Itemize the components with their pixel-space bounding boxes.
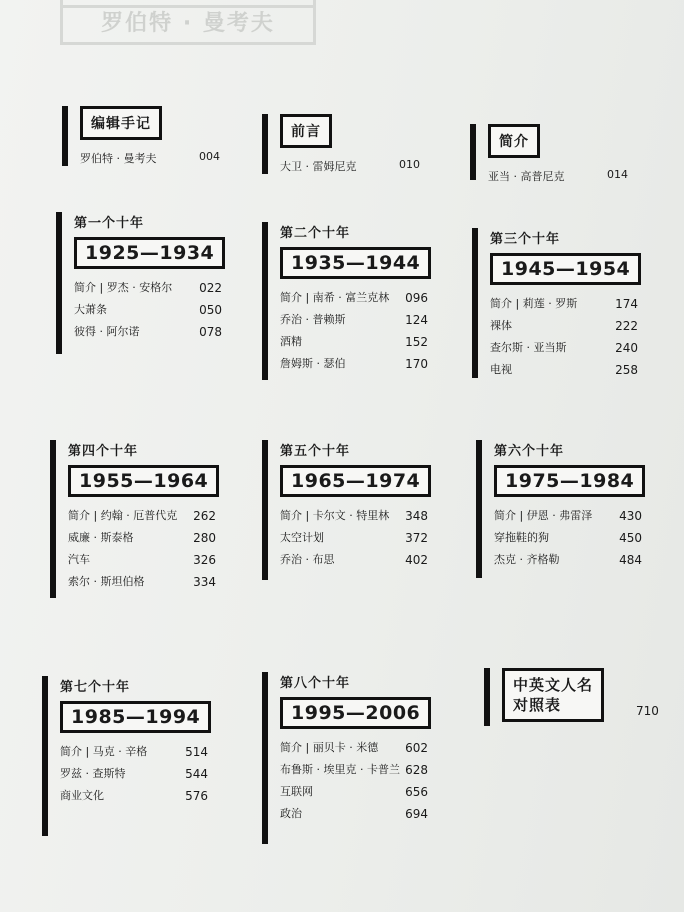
page-number: 014 <box>607 168 628 181</box>
page-number: 544 <box>185 767 208 781</box>
page-number: 258 <box>615 363 638 377</box>
page-number: 402 <box>405 553 428 567</box>
toc-entry[interactable] <box>490 293 638 315</box>
entry-title: 大萧条 <box>74 303 107 316</box>
names-index-line1: 中英文人名 <box>513 676 594 694</box>
intro-entry[interactable] <box>80 150 220 166</box>
year-range-box: 1925—1934 <box>74 237 225 269</box>
page-number: 334 <box>193 575 216 589</box>
toc-entry[interactable] <box>490 337 638 359</box>
page-number: 004 <box>199 150 220 163</box>
entry-title: 简介 | 伊恩 · 弗雷泽 <box>494 509 593 522</box>
toc-entry[interactable] <box>494 549 642 571</box>
page-number: 372 <box>405 531 428 545</box>
decade-label: 第四个十年 <box>68 444 139 459</box>
entry-title: 简介 | 罗杰 · 安格尔 <box>74 281 173 294</box>
year-range-box: 1965—1974 <box>280 465 431 497</box>
page-number: 124 <box>405 313 428 327</box>
entry-title: 彼得 · 阿尔诺 <box>74 325 140 338</box>
entry-title: 商业文化 <box>60 789 104 802</box>
entry-title: 酒精 <box>280 335 302 348</box>
page-number: 022 <box>199 281 222 295</box>
decade-label: 第七个十年 <box>60 680 131 695</box>
toc-entry[interactable] <box>490 359 638 381</box>
entry-title: 索尔 · 斯坦伯格 <box>68 575 145 588</box>
intro-section-preface <box>262 114 420 174</box>
toc-entry[interactable] <box>60 741 208 763</box>
decade-label: 第一个十年 <box>74 216 145 231</box>
toc-entry[interactable] <box>60 763 208 785</box>
page-number: 628 <box>405 763 428 777</box>
page-number: 262 <box>193 509 216 523</box>
entry-title: 汽车 <box>68 553 90 566</box>
toc-entry[interactable] <box>494 527 642 549</box>
entry-list <box>490 293 641 381</box>
page-number: 170 <box>405 357 428 371</box>
intro-heading: 前言 <box>280 114 332 148</box>
toc-entry[interactable] <box>280 309 428 331</box>
decade-section-4 <box>50 440 219 598</box>
page-number: 514 <box>185 745 208 759</box>
toc-entry[interactable] <box>68 571 216 593</box>
entry-title: 简介 | 马克 · 辛格 <box>60 745 148 758</box>
decade-section-1 <box>56 212 225 354</box>
toc-entry[interactable] <box>280 549 428 571</box>
page-number: 010 <box>399 158 420 171</box>
page-number: 050 <box>199 303 222 317</box>
entry-title: 杰克 · 齐格勒 <box>494 553 560 566</box>
toc-entry[interactable] <box>60 785 208 807</box>
entry-title: 电视 <box>490 363 512 376</box>
intro-section-editor <box>62 106 220 166</box>
intro-entry[interactable] <box>488 168 628 184</box>
entry-list <box>68 505 219 593</box>
intro-section-introduction <box>470 124 628 183</box>
entry-title: 裸体 <box>490 319 512 332</box>
entry-title: 布鲁斯 · 埃里克 · 卡普兰 <box>280 763 400 776</box>
entry-title: 乔治 · 布思 <box>280 553 335 566</box>
entry-list <box>280 287 431 375</box>
toc-entry[interactable] <box>494 505 642 527</box>
decade-section-5 <box>262 440 431 580</box>
decade-section-7 <box>42 676 211 836</box>
entry-list <box>280 505 431 571</box>
year-range-box: 1945—1954 <box>490 253 641 285</box>
entry-title: 简介 | 卡尔文 · 特里林 <box>280 509 390 522</box>
entry-title: 简介 | 约翰 · 厄普代克 <box>68 509 178 522</box>
toc-entry[interactable] <box>74 321 222 343</box>
page-number: 694 <box>405 807 428 821</box>
toc-entry[interactable] <box>280 803 428 825</box>
decade-label: 第二个十年 <box>280 226 351 241</box>
intro-heading: 编辑手记 <box>80 106 162 140</box>
toc-entry[interactable] <box>280 759 428 781</box>
entry-title: 乔治 · 普赖斯 <box>280 313 346 326</box>
toc-entry[interactable] <box>74 299 222 321</box>
year-range-box: 1955—1964 <box>68 465 219 497</box>
toc-entry[interactable] <box>280 331 428 353</box>
page-number: 576 <box>185 789 208 803</box>
toc-entry[interactable] <box>280 527 428 549</box>
intro-author: 大卫 · 雷姆尼克 <box>280 160 357 173</box>
toc-entry[interactable] <box>74 277 222 299</box>
entry-list <box>494 505 645 571</box>
toc-entry[interactable] <box>490 315 638 337</box>
entry-list <box>60 741 211 807</box>
year-range-box: 1975—1984 <box>494 465 645 497</box>
page-number: 602 <box>405 741 428 755</box>
toc-entry[interactable] <box>68 505 216 527</box>
page-number: 222 <box>615 319 638 333</box>
decade-section-6 <box>476 440 645 578</box>
names-index-section[interactable] <box>484 668 604 726</box>
toc-entry[interactable] <box>280 737 428 759</box>
entry-title: 查尔斯 · 亚当斯 <box>490 341 567 354</box>
entry-list <box>74 277 225 343</box>
page-number: 280 <box>193 531 216 545</box>
toc-entry[interactable] <box>280 781 428 803</box>
entry-title: 简介 | 南希 · 富兰克林 <box>280 291 390 304</box>
toc-entry[interactable] <box>68 527 216 549</box>
year-range-box: 1985—1994 <box>60 701 211 733</box>
entry-title: 简介 | 莉莲 · 罗斯 <box>490 297 578 310</box>
entry-title: 简介 | 丽贝卡 · 米德 <box>280 741 379 754</box>
toc-entry[interactable] <box>280 505 428 527</box>
year-range-box: 1935—1944 <box>280 247 431 279</box>
page-number: 656 <box>405 785 428 799</box>
entry-list <box>280 737 431 825</box>
intro-author: 亚当 · 高普尼克 <box>488 170 565 183</box>
decade-section-2 <box>262 222 431 380</box>
entry-title: 政治 <box>280 807 302 820</box>
page-number: 484 <box>619 553 642 567</box>
names-index-line2: 对照表 <box>513 696 562 714</box>
decade-section-8 <box>262 672 431 844</box>
toc-entry[interactable] <box>68 549 216 571</box>
decade-label: 第三个十年 <box>490 232 561 247</box>
decade-section-3 <box>472 228 641 378</box>
page-number: 326 <box>193 553 216 567</box>
names-index-heading <box>502 668 604 722</box>
decade-label: 第五个十年 <box>280 444 351 459</box>
entry-title: 太空计划 <box>280 531 324 544</box>
page-number: 240 <box>615 341 638 355</box>
entry-title: 罗兹 · 查斯特 <box>60 767 126 780</box>
bleed-through-text: 罗伯特 · 曼考夫 <box>60 0 316 45</box>
year-range-box: 1995—2006 <box>280 697 431 729</box>
decade-label: 第六个十年 <box>494 444 565 459</box>
page-number: 430 <box>619 509 642 523</box>
page-number: 078 <box>199 325 222 339</box>
page-number: 710 <box>636 704 659 718</box>
entry-title: 詹姆斯 · 瑟伯 <box>280 357 346 370</box>
intro-author: 罗伯特 · 曼考夫 <box>80 152 157 165</box>
intro-entry[interactable] <box>280 158 420 174</box>
decade-label: 第八个十年 <box>280 676 351 691</box>
toc-entry[interactable] <box>280 287 428 309</box>
page-number: 152 <box>405 335 428 349</box>
toc-entry[interactable] <box>280 353 428 375</box>
entry-title: 穿拖鞋的狗 <box>494 531 549 544</box>
entry-title: 互联网 <box>280 785 313 798</box>
page-number: 450 <box>619 531 642 545</box>
entry-title: 威廉 · 斯泰格 <box>68 531 134 544</box>
page-number: 348 <box>405 509 428 523</box>
intro-heading: 简介 <box>488 124 540 158</box>
page-number: 174 <box>615 297 638 311</box>
page-number: 096 <box>405 291 428 305</box>
